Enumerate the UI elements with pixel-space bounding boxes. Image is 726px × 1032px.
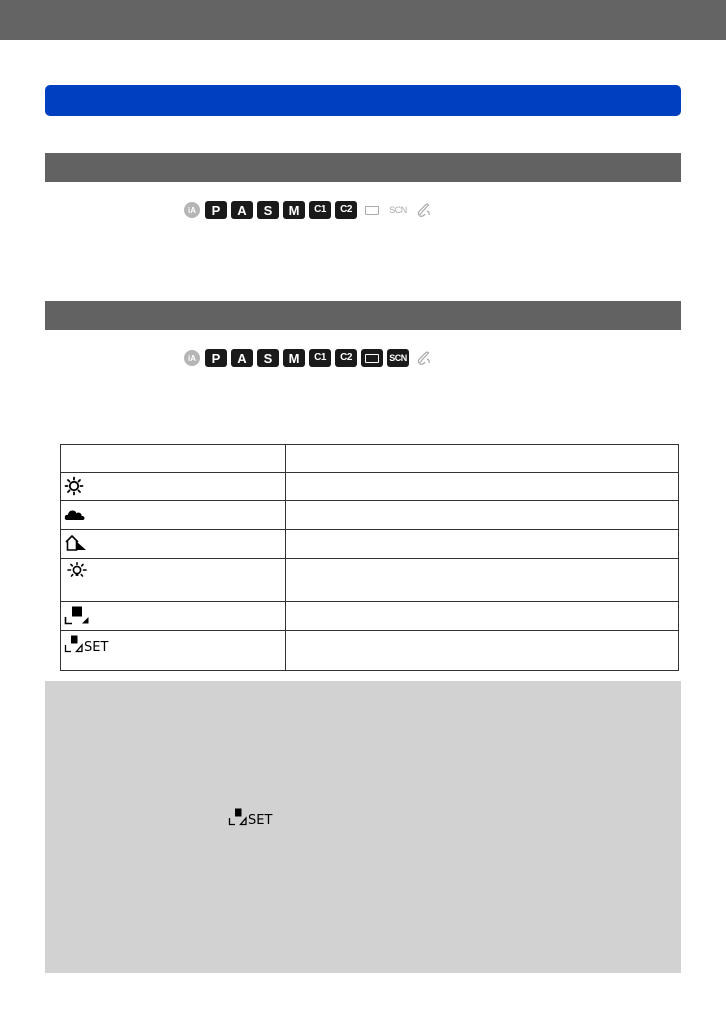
p-mode-icon — [205, 201, 227, 219]
scn-label: SCN — [389, 205, 407, 215]
table-header-row — [61, 445, 679, 473]
mode-icons-row-1 — [183, 201, 435, 219]
scn-label: SCN — [389, 353, 407, 363]
white-balance-table — [60, 444, 679, 671]
white-set-custom-icon — [228, 807, 284, 827]
s-mode-icon — [257, 349, 279, 367]
mode-label: M — [288, 350, 300, 366]
mode-label: A — [237, 350, 247, 366]
shade-icon — [64, 533, 88, 553]
table-header-cell — [286, 445, 679, 473]
mode-label: M — [288, 202, 300, 218]
m-mode-icon — [283, 349, 305, 367]
panorama-frame — [365, 354, 379, 363]
set-label: SET — [248, 813, 273, 827]
m-mode-icon — [283, 201, 305, 219]
table-row — [61, 473, 679, 501]
top-header-bar — [0, 0, 726, 40]
white-set-custom-icon — [64, 634, 120, 654]
note-box — [45, 681, 681, 973]
panorama-icon — [361, 349, 383, 367]
cloud-icon — [64, 504, 86, 524]
panorama-icon — [361, 201, 383, 219]
mode-label: S — [263, 202, 273, 218]
ia-icon — [183, 349, 201, 367]
section-header-2 — [45, 301, 681, 330]
panorama-frame — [365, 206, 379, 215]
scn-icon — [387, 349, 409, 367]
title-bar — [45, 85, 681, 116]
mode-label: C1 — [314, 352, 326, 363]
creative-control-icon — [413, 349, 435, 367]
mode-label: C2 — [340, 204, 352, 215]
c1-mode-icon — [309, 201, 331, 219]
c2-mode-icon — [335, 349, 357, 367]
white-set-icon — [64, 605, 90, 625]
mode-icons-row-2 — [183, 349, 435, 367]
set-label: SET — [84, 640, 109, 654]
a-mode-icon — [231, 349, 253, 367]
c1-mode-icon — [309, 349, 331, 367]
mode-label: C1 — [314, 204, 326, 215]
mode-label: P — [211, 202, 221, 218]
table-row — [61, 602, 679, 631]
ia-label: iA — [184, 350, 200, 366]
c2-mode-icon — [335, 201, 357, 219]
table-row — [61, 501, 679, 530]
creative-control-icon — [413, 201, 435, 219]
section-header-1 — [45, 153, 681, 182]
mode-label: P — [211, 350, 221, 366]
table-header-cell — [61, 445, 286, 473]
table-row — [61, 631, 679, 671]
mode-label: S — [263, 350, 273, 366]
ia-label: iA — [184, 202, 200, 218]
scn-icon — [387, 201, 409, 219]
p-mode-icon — [205, 349, 227, 367]
ia-icon — [183, 201, 201, 219]
sun-icon — [64, 476, 84, 496]
s-mode-icon — [257, 201, 279, 219]
table-row — [61, 530, 679, 559]
incandescent-icon — [64, 562, 90, 582]
mode-label: C2 — [340, 352, 352, 363]
a-mode-icon — [231, 201, 253, 219]
mode-label: A — [237, 202, 247, 218]
table-row — [61, 559, 679, 602]
